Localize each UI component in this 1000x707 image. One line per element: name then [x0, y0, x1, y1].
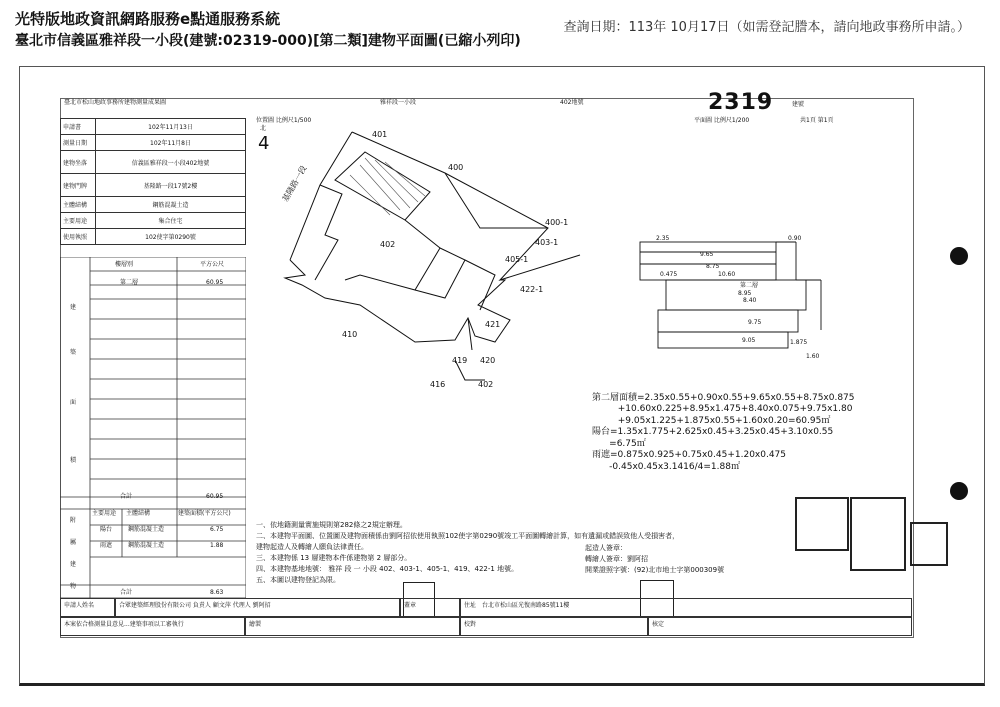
- site-plan: [250, 110, 590, 410]
- side-label-3: 面: [70, 399, 77, 406]
- lot-416: 416: [430, 380, 446, 389]
- floor-name: 第二層: [740, 282, 759, 289]
- dim-1: 2.35: [656, 235, 670, 242]
- annex-total-label: 合計: [120, 589, 133, 596]
- side-label-8: 物: [70, 583, 77, 590]
- page-subtitle: 臺北市信義區雅祥段一小段(建號:02319-000)[第二類]建物平面圖(已縮小列印): [15, 33, 521, 49]
- dim-4: 9.65: [700, 251, 714, 258]
- building-info-table: 申請書 102年11月13日 測量日期 102年11月8日 建物坐落 信義區雅祥段一小段402地號 建物門牌 基隆路一段17號2樓 主體結構 鋼筋混凝土造 主要用途 集合住宅 使用執照 102使字第0290號: [60, 118, 246, 245]
- dim-6: 0.475: [660, 271, 678, 278]
- annex-header-area: 建築面積(平方公尺): [178, 510, 231, 517]
- lot-405-1: 405-1: [505, 255, 529, 264]
- annex-row-2-structure: 鋼筋混凝土造: [128, 542, 165, 549]
- lot-400-1: 400-1: [545, 218, 569, 227]
- area-header-floor: 樓層別: [115, 261, 134, 268]
- check-field: 校對: [460, 617, 648, 636]
- dim-8: 8.95: [738, 290, 752, 297]
- sheet-section: 雅祥段一小段: [380, 99, 417, 106]
- query-date: 查詢日期：113年 10月17日（如需登記謄本，請向地政事務所申請。）: [563, 20, 970, 35]
- floor-area: 60.95: [206, 279, 224, 286]
- side-label-1: 建: [70, 304, 77, 311]
- note-left: 本案依合格測量員意見...建築事項以工審執行: [60, 617, 245, 636]
- seal-label: 蓋章: [400, 598, 460, 617]
- page-title: 光特版地政資訊網路服務e點通服務系統: [15, 10, 281, 28]
- notes-block: 一、依地籍測量實施規則第282條之2規定辦理。 二、本建物平面圖、位置圖及建物面積係由劉阿招依使用執照102使字第0290號竣工平面圖轉繪計算，如有遺漏或錯誤致他人受損害者， 建物起造人及轉繪人願負法律責任。 三、本建物係 13 層建物本件係建物第 2 層部分。 四、本建物基地地號： 雅祥 段 一 小段 402、403-1、405-1、419、422-1 地號。 五、本圖以建物登記為限。: [256, 521, 680, 584]
- page-count: 共1頁 第1頁: [800, 117, 834, 124]
- annex-row-1-area: 6.75: [210, 526, 224, 533]
- address-field: 住址 台北市松山區光復南路85號11樓: [460, 598, 912, 617]
- official-seal-2: [850, 497, 906, 571]
- side-label-6: 屬: [70, 539, 77, 546]
- lot-419: 419: [452, 356, 468, 365]
- dim-2: 0.90: [788, 235, 802, 242]
- side-label-7: 建: [70, 561, 77, 568]
- punch-hole-top: [950, 247, 968, 265]
- area-header-unit: 平方公尺: [200, 261, 225, 268]
- dim-9: 8.40: [743, 297, 757, 304]
- annex-header-use: 主要用途: [92, 510, 117, 517]
- annex-row-2-area: 1.88: [210, 542, 224, 549]
- official-seal-1: [795, 497, 849, 551]
- annex-row-1-structure: 鋼筋混凝土造: [128, 526, 165, 533]
- lot-422-1: 422-1: [520, 285, 544, 294]
- lot-402-b: 402: [478, 380, 494, 389]
- side-label-2: 築: [70, 349, 77, 356]
- sheet-office-title: 臺北市松山地政事務所建物測量成果圖: [64, 99, 167, 106]
- lot-401: 401: [372, 130, 388, 139]
- lot-400: 400: [448, 163, 464, 172]
- north-label: 北: [260, 125, 267, 132]
- approve-field: 核定: [648, 617, 912, 636]
- building-number: 2319: [708, 90, 774, 115]
- dim-14: 9.05: [742, 337, 756, 344]
- lot-410: 410: [342, 330, 358, 339]
- side-label-4: 積: [70, 457, 77, 464]
- dim-5: 8.75: [706, 263, 720, 270]
- dim-15: 1.875: [790, 339, 808, 346]
- subtotal-label: 合計: [120, 493, 133, 500]
- building-number-label: 建號: [792, 101, 805, 108]
- plan-scale: 平面圖 比例尺1/200: [694, 117, 750, 124]
- side-label-5: 附: [70, 517, 77, 524]
- lot-421: 421: [485, 320, 501, 329]
- lot-403-1: 403-1: [535, 238, 559, 247]
- sheet-lot: 402地號: [560, 99, 584, 106]
- position-scale: 位置圖 比例尺1/500: [256, 117, 312, 124]
- floor-label: 第二層: [120, 279, 139, 286]
- punch-hole-bottom: [950, 482, 968, 500]
- applicant-rows: [60, 598, 912, 636]
- lot-420: 420: [480, 356, 496, 365]
- dim-13: 9.75: [748, 319, 762, 326]
- annex-row-1-use: 陽台: [100, 526, 113, 533]
- applicant-name: 合眾建築經理股份有限公司 負責人 顧文萍 代理人 劉阿招: [115, 598, 400, 617]
- annex-header-structure: 主體結構: [126, 510, 151, 517]
- annex-row-2-use: 雨遮: [100, 542, 113, 549]
- signature-notes: 起造人簽章： 轉繪人簽章：劉阿招 開業證照字號：(92)北市地士字第000309號: [585, 544, 725, 574]
- annex-total-value: 8.63: [210, 589, 224, 596]
- checker-field: 繪製: [245, 617, 460, 636]
- applicant-label: 申請人姓名: [60, 598, 115, 617]
- area-calculation: 第二層面積=2.35x0.55+0.90x0.55+9.65x0.55+8.75x0.875 +10.60x0.225+8.95x1.475+8.40x0.075+9.75x1.80 +9.05x1.225+1.875x0.55+1.60x0.20=60.95㎡ 陽台=1.35x1.775+2.625x0.45+3.25x0.45+3.10x0.55 =6.75㎡ 雨遮=0.875x0.925+0.75x0.45+1.20x0.475 -0.45x0.45x3.1416/4=1.88㎡: [592, 392, 855, 472]
- dim-16: 1.60: [806, 353, 820, 360]
- official-seal-3: [910, 522, 948, 566]
- road-label: 基隆路一段: [280, 164, 309, 204]
- subtotal-value: 60.95: [206, 493, 224, 500]
- north-arrow-icon: 4: [258, 133, 270, 154]
- dim-7: 10.60: [718, 271, 736, 278]
- lot-402: 402: [380, 240, 396, 249]
